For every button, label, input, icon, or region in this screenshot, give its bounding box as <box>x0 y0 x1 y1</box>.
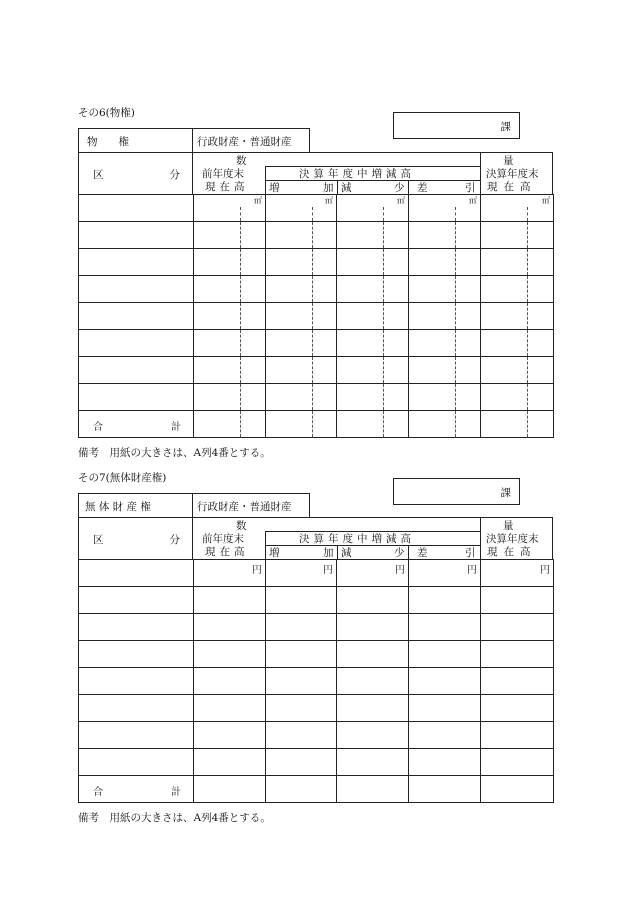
section7-note: 備考 用紙の大きさは、A列4番とする。 <box>78 812 271 824</box>
table-cell <box>409 195 481 222</box>
table-row <box>79 222 554 249</box>
unit-label: ㎡ <box>254 196 262 205</box>
section7-prev-end-2: 現在高 <box>205 546 249 558</box>
total-right: 計 <box>171 422 181 433</box>
section7-quantity-label: 量 <box>503 520 514 532</box>
table-cell <box>337 560 409 587</box>
section6-prev-end-2: 現在高 <box>205 181 249 193</box>
section6-change-title: 決算年度中増減高 <box>299 168 415 180</box>
unit-label: ㎡ <box>397 196 405 205</box>
section6-increase-left: 増 <box>269 182 280 194</box>
table-row <box>79 749 554 776</box>
section7-asset-type: 行政財産・普通財産 <box>197 501 292 513</box>
table-row <box>79 384 554 411</box>
table-cell <box>194 195 266 222</box>
table-cell <box>409 560 481 587</box>
section6-asset-type: 行政財産・普通財産 <box>197 136 292 148</box>
section6-label-box <box>78 128 193 152</box>
unit-label: 円 <box>540 565 550 576</box>
section6-title: その6(物権) <box>78 107 135 119</box>
section7-category-left: 区 <box>93 534 104 546</box>
section6-count-label: 数 <box>236 155 247 167</box>
section7-header <box>78 517 553 559</box>
table-row <box>79 249 554 276</box>
section6-diff-right: 引 <box>465 182 476 194</box>
total-left: 合 <box>93 787 103 798</box>
unit-label: ㎡ <box>542 196 550 205</box>
section6-diff-left: 差 <box>417 182 428 194</box>
section6-department-label: 課 <box>500 121 511 133</box>
section6-department-box <box>393 112 520 139</box>
unit-label: ㎡ <box>325 196 333 205</box>
table-cell <box>266 195 337 222</box>
total-right: 計 <box>171 787 181 798</box>
section7-category-header <box>79 518 193 560</box>
section6-note: 備考 用紙の大きさは、A列4番とする。 <box>78 447 271 459</box>
section7-count-label: 数 <box>236 520 247 532</box>
total-row <box>79 411 554 438</box>
table-row <box>79 303 554 330</box>
unit-label: ㎡ <box>469 196 477 205</box>
section7-label-box <box>78 493 193 517</box>
section6-prev-end-1: 前年度末 <box>202 168 244 180</box>
table-row <box>79 668 554 695</box>
table-row <box>79 330 554 357</box>
total-row <box>79 776 554 803</box>
section6-decrease-right: 少 <box>394 182 405 194</box>
section6-decrease-left: 減 <box>341 182 352 194</box>
section7-decrease-right: 少 <box>394 547 405 559</box>
total-label-cell <box>79 776 194 803</box>
section7-label: 無 体 財 産 権 <box>85 501 151 513</box>
section6-quantity-label: 量 <box>503 155 514 167</box>
section6-final-end-1: 決算年度末 <box>486 168 539 180</box>
table-row <box>79 195 554 222</box>
section6-category-right: 分 <box>169 169 180 181</box>
unit-label: 円 <box>252 565 262 576</box>
unit-label: 円 <box>395 565 405 576</box>
section6-category-left: 区 <box>93 169 104 181</box>
section6-asset-type-box <box>192 128 310 152</box>
section7-prev-end-1: 前年度末 <box>202 533 244 545</box>
section7-diff-right: 引 <box>465 547 476 559</box>
section6-final-end-2: 現在高 <box>487 181 537 193</box>
table-cell <box>194 560 266 587</box>
section7-asset-type-box <box>192 493 310 517</box>
section7-department-box <box>393 478 520 505</box>
section6-table <box>78 194 554 438</box>
section7-final-end-2: 現在高 <box>487 546 537 558</box>
section7-category-right: 分 <box>169 534 180 546</box>
table-row <box>79 276 554 303</box>
table-row <box>79 695 554 722</box>
section6-label: 物 権 <box>87 136 129 148</box>
table-row <box>79 641 554 668</box>
section7-department-label: 課 <box>500 487 511 499</box>
table-row <box>79 614 554 641</box>
section7-decrease-left: 減 <box>341 547 352 559</box>
unit-label: 円 <box>467 565 477 576</box>
table-row <box>79 357 554 384</box>
section7-title: その7(無体財産権) <box>78 472 167 484</box>
section7-final-end-1: 決算年度末 <box>486 533 539 545</box>
table-cell <box>481 560 554 587</box>
table-cell <box>481 195 554 222</box>
table-cell <box>266 560 337 587</box>
section6-header <box>78 152 553 194</box>
table-row <box>79 587 554 614</box>
table-cell <box>79 195 194 222</box>
total-left: 合 <box>93 422 103 433</box>
total-label-cell <box>79 411 194 438</box>
section6-increase-right: 加 <box>323 182 334 194</box>
table-row <box>79 560 554 587</box>
table-cell <box>337 195 409 222</box>
section7-diff-left: 差 <box>417 547 428 559</box>
section7-increase-left: 増 <box>269 547 280 559</box>
section6-category-header <box>79 153 193 195</box>
unit-label: 円 <box>323 565 333 576</box>
section7-change-title: 決算年度中増減高 <box>299 533 415 545</box>
table-cell <box>79 560 194 587</box>
section7-increase-right: 加 <box>323 547 334 559</box>
section7-table <box>78 559 554 803</box>
table-row <box>79 722 554 749</box>
